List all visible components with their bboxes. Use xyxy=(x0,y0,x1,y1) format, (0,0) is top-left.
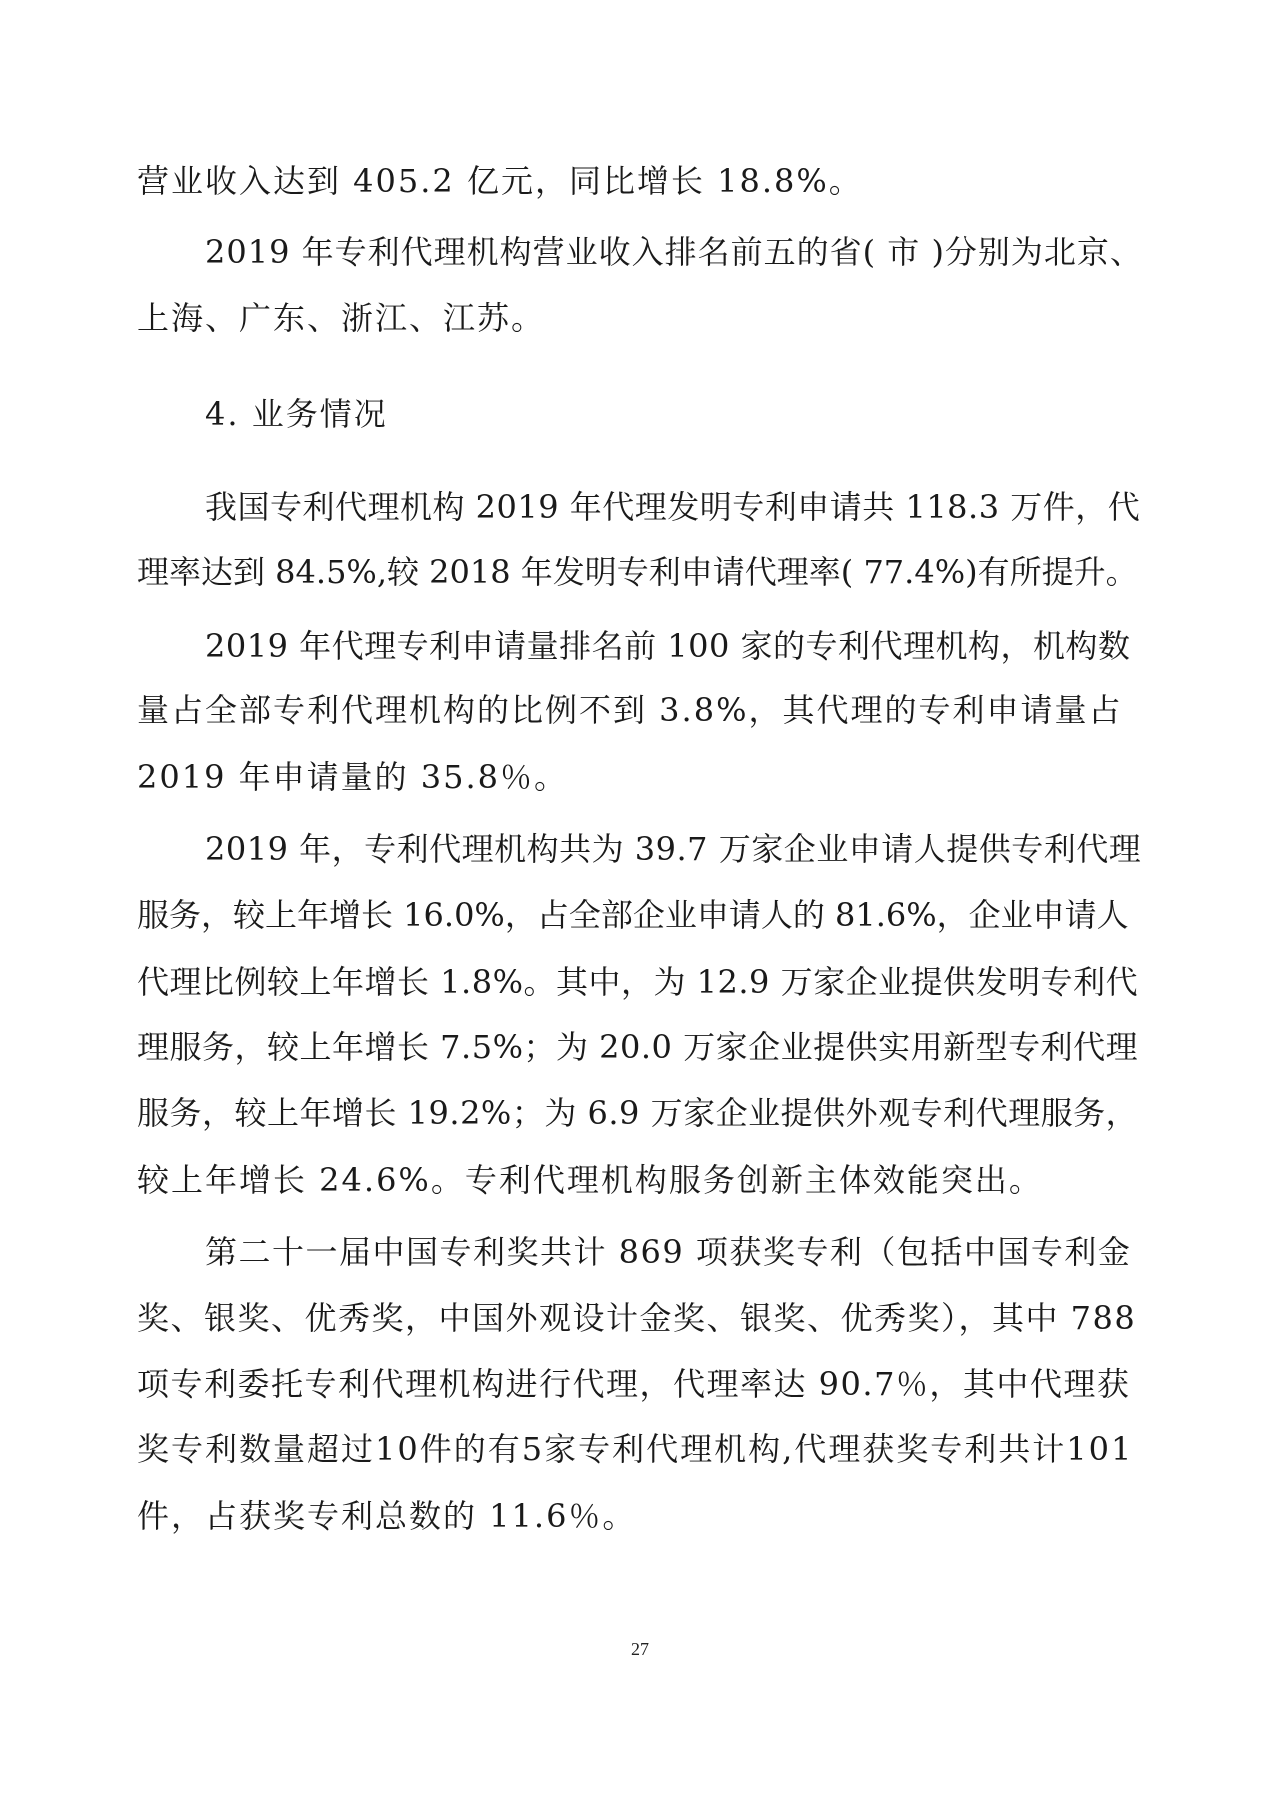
text-line: 量占全部专利代理机构的比例不到 3.8%，其代理的专利申请量占 xyxy=(137,691,1123,729)
page-number: 27 xyxy=(631,1639,649,1659)
text-line: 理率达到 84.5%,较 2018 年发明专利申请代理率( 77.4%)有所提升。 xyxy=(137,553,1138,591)
text-line: 我国专利代理机构 2019 年代理发明专利申请共 118.3 万件，代 xyxy=(205,488,1141,526)
text-line: 较上年增长 24.6%。专利代理机构服务创新主体效能突出。 xyxy=(137,1161,1043,1199)
text-line: 2019 年专利代理机构营业收入排名前五的省( 市 )分别为北京、 xyxy=(205,233,1143,271)
text-line: 上海、广东、浙江、江苏。 xyxy=(137,299,546,337)
text-line: 2019 年代理专利申请量排名前 100 家的专利代理机构，机构数 xyxy=(205,627,1131,665)
text-line: 服务，较上年增长 16.0%，占全部企业申请人的 81.6%，企业申请人 xyxy=(137,896,1129,934)
text-line: 件，占获奖专利总数的 11.6％。 xyxy=(137,1497,637,1535)
text-line: 第二十一届中国专利奖共计 869 项获奖专利（包括中国专利金 xyxy=(205,1233,1132,1271)
text-line: 营业收入达到 405.2 亿元，同比增长 18.8%。 xyxy=(137,162,863,200)
section-heading: 4. 业务情况 xyxy=(205,395,388,433)
text-line: 代理比例较上年增长 1.8%。其中，为 12.9 万家企业提供发明专利代 xyxy=(137,963,1139,1001)
text-line: 2019 年申请量的 35.8％。 xyxy=(137,758,569,796)
text-line: 奖专利数量超过10件的有5家专利代理机构,代理获奖专利共计101 xyxy=(137,1430,1134,1468)
text-line: 服务，较上年增长 19.2%；为 6.9 万家企业提供外观专利代理服务， xyxy=(137,1094,1139,1132)
text-line: 理服务，较上年增长 7.5%；为 20.0 万家企业提供实用新型专利代理 xyxy=(137,1028,1139,1066)
text-line: 项专利委托专利代理机构进行代理，代理率达 90.7％，其中代理获 xyxy=(137,1365,1131,1403)
text-line: 2019 年，专利代理机构共为 39.7 万家企业申请人提供专利代理 xyxy=(205,830,1142,868)
text-line: 奖、银奖、优秀奖，中国外观设计金奖、银奖、优秀奖），其中 788 xyxy=(137,1299,1137,1337)
